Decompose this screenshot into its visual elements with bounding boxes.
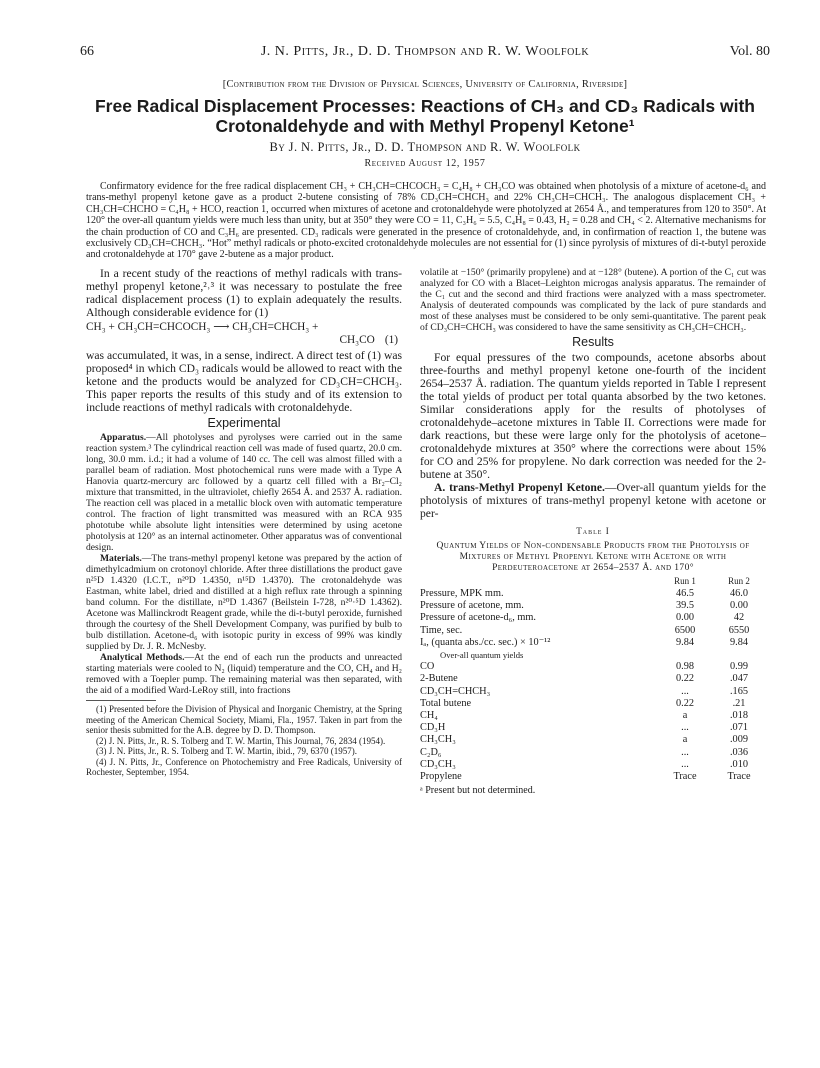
results-paragraph: For equal pressures of the two compounds, acetone absorbs about three-fourths and methyl propenyl ketone one-fourth of the incident 2654–2537 Å. radiation. The quantum yields reported in Table I represent the total yields of product per total quanta absorbed by the two ketones. Similar considerations apply for the results of photolyses of crotonaldehyde–acetone mixtures in Table II. Corrections were made for dark reactions, but these were large only for the photolysis of acetone–crotonaldehyde mixtures at 350° where the corrections were about 15% for CO and 25% for propylene. No dark correction was needed for the 2-butene at 350°.: [420, 351, 766, 481]
apparatus-text: —All photolyses and pyrolyses were carried out in the same reaction system.³ The cylindrical reaction cell was made of fused quartz, 20.0 cm. long, 30.0 mm. i.d.; it had a volume of 140 cc. The cell was almost filled with a parallel beam of radiation. Most photochemical runs were made with a Type A Hanovia quartz-mercury arc followed by a quartz cell filled with a Br₂–Cl₂ mixture that transmitted, in the ultraviolet, chiefly 2654 Å. and 2537 Å. radiation. The reaction cell was placed in a metallic block oven with automatic temperature control. The fraction of light transmitted was measured with an RCA 935 phototube while absolute light intensities were determined by using acetone photolysis at 120° as an internal actinometer. Other apparatus was of conventional design.: [86, 432, 402, 553]
equation-number: (1): [384, 334, 398, 346]
equation-1: [86, 321, 402, 347]
table-row: [420, 673, 766, 685]
row-label: C₂D₆: [420, 746, 442, 758]
cell-run2: .036: [729, 746, 749, 758]
row-label: Propylene: [420, 771, 462, 783]
title-line-1: Free Radical Displacement Processes: Reactions of CH₃ and CD₃ Radicals with: [94, 96, 755, 116]
table-row: [420, 661, 766, 673]
table-row: [420, 734, 766, 746]
row-label: CD₃CH₃: [420, 758, 456, 770]
cell-run1: 9.84: [675, 636, 695, 648]
section-a-text: —Over-all quantum yields for the photolysis of mixtures of trans-methyl propenyl ketone with acetone or per-: [420, 481, 766, 520]
row-label: CH₃CH₃: [420, 734, 456, 746]
cell-run2: .018: [729, 710, 749, 722]
footnote-3: (3) J. N. Pitts, Jr., R. S. Tolberg and T. W. Martin, ibid., 79, 6370 (1957).: [96, 746, 357, 756]
row-label: CO: [420, 661, 435, 673]
intro-paragraph-2: was accumulated, it was, in a sense, indirect. A direct test of (1) was proposed⁴ in which CD₃ radicals would be allowed to react with the ketone and the products would be analyzed for CD₃CH=CHCH₃. This paper reports the results of this study and of its extension to include reactions of methyl radicals with crotonaldehyde.: [86, 349, 402, 414]
table-footnote: ᵃ Present but not determined.: [420, 785, 536, 797]
cell-run1: Trace: [673, 771, 697, 783]
footnote-2: (2) J. N. Pitts, Jr., R. S. Tolberg and T. W. Martin, This Journal, 76, 2834 (1954).: [96, 735, 386, 746]
cell-run2: 6550: [728, 624, 750, 636]
footnote-1: (1) Presented before the Division of Physical and Inorganic Chemistry, at the Spring meeting of the American Chemical Society, Miami, Fla., 1957. Taken in part from the senior thesis submitted for the A.B. degree by D. D. Thompson.: [86, 704, 402, 735]
table-row: [420, 600, 766, 612]
row-label: CD₃H: [420, 722, 446, 734]
experimental-heading: Experimental: [207, 416, 281, 430]
row-label: 2-Butene: [420, 673, 458, 685]
footnote-4: (4) J. N. Pitts, Jr., Conference on Photochemistry and Free Radicals, University of Rochester, September, 1954.: [86, 756, 402, 777]
row-label: Total butene: [420, 697, 472, 709]
cell-run2: 46.0: [729, 588, 749, 599]
quantum-yield-table: [420, 575, 766, 783]
table-caption: Quantum Yields of Non-condensable Products from the Photolysis of Mixtures of Methyl Propenyl Ketone with Acetone or with Perdeuteroacetone at 2654–2537 Å. and 170°: [436, 541, 750, 573]
cell-run1: 0.98: [675, 661, 695, 673]
table-title: Table I: [576, 526, 610, 536]
table-row: [420, 759, 766, 771]
table-row: [420, 625, 766, 637]
cell-run2: 42: [733, 612, 745, 624]
results-heading: Results: [572, 335, 614, 349]
materials-label: Materials.: [100, 553, 142, 564]
cell-run1: 46.5: [675, 588, 695, 599]
cell-run2: .009: [729, 734, 749, 746]
cell-run1: 6500: [674, 624, 696, 636]
cell-run1: ...: [681, 722, 689, 734]
table-header-row: [420, 575, 766, 588]
col-header-run2: Run 2: [728, 576, 750, 586]
contribution-line: [Contribution from the Division of Physical Sciences, University of California, Riverside]: [222, 79, 628, 90]
cell-run2: .010: [729, 758, 749, 770]
table-row: [420, 722, 766, 734]
cell-run1: ...: [681, 758, 689, 770]
row-label: CD₃CH=CHCH₃: [420, 685, 491, 697]
table-row: [420, 588, 766, 600]
cell-run1: 39.5: [675, 600, 695, 612]
table-row: [420, 771, 766, 783]
section-a-paragraph: [420, 481, 766, 520]
received-date: Received August 12, 1957: [364, 158, 486, 169]
page-number: 66: [80, 44, 94, 59]
continued-paragraph: volatile at −150° (primarily propylene) and at −128° (butene). A portion of the C₁ cut was analyzed for CO with a Blacet–Leighton microgas analysis apparatus. The remainder of the C₁ cut and the second and third fractions were analyzed with a mass spectrometer. Analysis of deuterated compounds was complicated by the lack of pure standards and most of these analyses must be considered to be only semi-quantitative. The parent peak of CD₃CH=CHCH₃ was considered to have the same sensitivity as CH₃CH=CHCH₃.: [420, 267, 766, 333]
table-row: [420, 698, 766, 710]
materials-text: —The trans-methyl propenyl ketone was prepared by the action of dimethylcadmium on crotonoyl chloride. After three distillations the product gave n²⁵D 1.4320 (I.C.T., n²⁰D 1.4350, n¹⁵D 1.4370). The crotonaldehyde was Eastman, white label, dried and distilled at a high reflux rate through a spinning band column. For the distillate, n²⁰D 1.4367 (Beilstein I-728, n²⁰·⁵D 1.4362). Acetone was Mallinckrodt Reagent grade, while the di-t-butyl peroxide, furnished through the courtesy of the Shell Development Company, was purified by bulb to bulb distillation. Acetone-d₆ with isotopic purity in excess of 99% was kindly supplied by Dr. J. R. McNesby.: [86, 553, 402, 652]
row-label: Pressure of acetone-d₆, mm.: [420, 612, 536, 624]
title-line-2: Crotonaldehyde and with Methyl Propenyl Ketone¹: [215, 116, 635, 136]
right-column: [420, 267, 766, 797]
footnote-divider: [86, 700, 156, 701]
table-row: [420, 747, 766, 759]
cell-run2: 9.84: [729, 636, 749, 648]
apparatus-paragraph: [86, 432, 402, 553]
analytical-paragraph: [86, 652, 402, 696]
cell-run1: ...: [681, 746, 689, 758]
cell-run2: 0.00: [729, 600, 749, 612]
equation-line-2: CH₃CO: [339, 334, 375, 346]
equation-line-1: CH₃ + CH₃CH=CHCOCH₃ ⟶ CH₃CH=CHCH₃ +: [86, 321, 319, 333]
cell-run1: 0.00: [675, 612, 695, 624]
analytical-label: Analytical Methods.: [100, 652, 185, 663]
col-header-run1: Run 1: [674, 576, 696, 586]
table-subheader: Over-all quantum yields: [440, 650, 524, 661]
left-column: [86, 267, 402, 778]
row-label: Iₐ, (quanta abs./cc. sec.) × 10⁻¹²: [420, 636, 551, 648]
cell-run2: .047: [729, 673, 749, 685]
table-row: [420, 612, 766, 624]
table-subheader-row: [420, 649, 766, 661]
byline: By J. N. Pitts, Jr., D. D. Thompson and R. W. Woolfolk: [269, 140, 581, 154]
abstract-text: Confirmatory evidence for the free radical displacement CH₃ + CH₃CH=CHCOCH₃ = C₄H₈ + CH₃CO was obtained when photolysis of a mixture of acetone-d₆ and trans-methyl propenyl ketone gave as a product 2-butene consisting of 78% CD₃CH=CHCH₃ and 22% CH₃CH=CHCH₃. The analogous displacement CH₃ + CH₃CH=CHCHO = C₄H₈ + HCO, reaction 1, occurred when mixtures of acetone and crotonaldehyde were photolyzed at 2654 Å., and temperatures from 120 to 350°. At 120° the over-all quantum yields were much less than unity, but at 350° they were CO = 11, C₃H₆ = 5.5, C₄H₈ = 0.43, H₂ = 0.28 and CH₄ < 2. Alternative mechanisms for the chain production of CO and C₃H₆ are presented. CD₃ radicals were generated in the presence of crotonaldehyde, and, in confirmation of reaction 1, the butene was exclusively CD₃CH=CHCH₃. “Hot” methyl radicals or photo-excited crotonaldehyde molecules are not essential for (1) since pyrolysis of mixtures of di-t-butyl peroxide and crotonaldehyde at 170° gave 2-butene as a major product.: [86, 181, 766, 261]
analytical-text: —At the end of each run the products and unreacted starting materials were cooled to N₂ (liquid) temperature and the CO, CH₄ and H₂ removed with a Toepler pump. The remaining material was then separated, with the aid of a modified Ward-LeRoy still, into fractions: [86, 652, 402, 696]
volume-label: Vol. 80: [729, 44, 770, 59]
apparatus-label: Apparatus.: [100, 432, 147, 443]
materials-paragraph: [86, 553, 402, 652]
section-a-label: A. trans-Methyl Propenyl Ketone.: [434, 481, 605, 494]
cell-run1: a: [682, 734, 688, 746]
table-row: [420, 686, 766, 698]
cell-run1: ...: [681, 685, 689, 697]
row-label: Pressure, MPK mm.: [420, 588, 504, 599]
row-label: Time, sec.: [420, 624, 463, 636]
cell-run2: .071: [729, 722, 749, 734]
cell-run2: Trace: [727, 771, 751, 783]
cell-run1: 0.22: [675, 697, 695, 709]
cell-run1: a: [682, 710, 688, 722]
table-row: [420, 637, 766, 649]
cell-run2: 0.99: [729, 661, 749, 673]
footnotes: [86, 704, 402, 778]
cell-run2: .165: [729, 685, 749, 697]
article-title: [80, 96, 770, 136]
running-authors: J. N. Pitts, Jr., D. D. Thompson and R. W. Woolfolk: [260, 44, 590, 59]
row-label: Pressure of acetone, mm.: [420, 600, 524, 612]
running-header: [80, 44, 770, 64]
cell-run2: .21: [732, 697, 746, 709]
row-label: CH₄: [420, 710, 438, 722]
intro-paragraph: In a recent study of the reactions of methyl radicals with trans-methyl propenyl ketone,²˒³ it was necessary to postulate the free radical displacement process (1) to explain adequately the results. Although considerable evidence for (1): [86, 267, 402, 319]
abstract: [86, 181, 766, 261]
cell-run1: 0.22: [675, 673, 695, 685]
table-row: [420, 710, 766, 722]
